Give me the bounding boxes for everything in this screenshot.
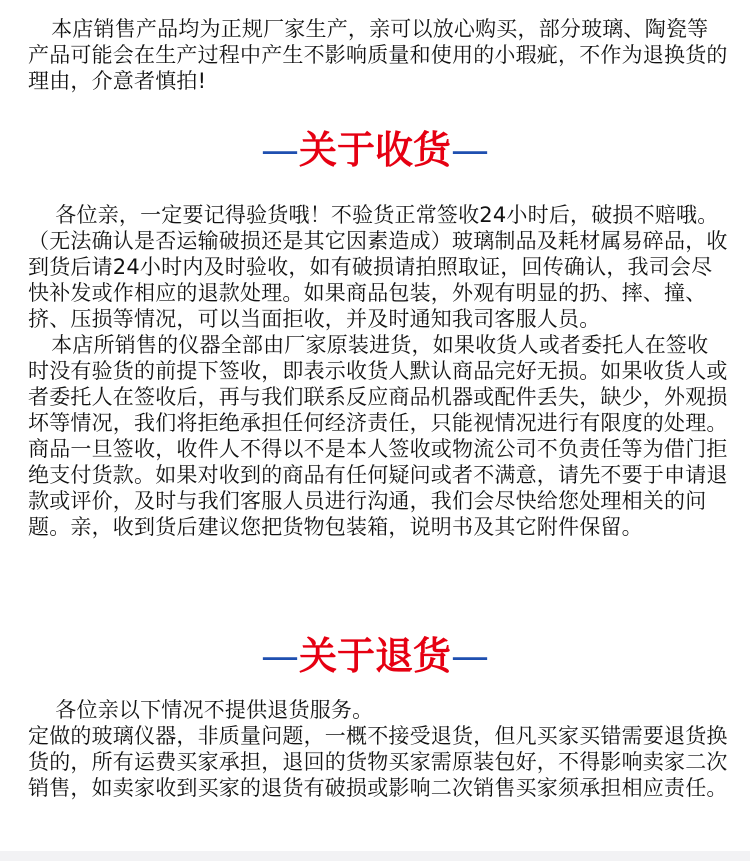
receipt-paragraph-2: 本店所销售的仪器全部由厂家原装进货，如果收货人或者委托人在签收时没有验货的前提下签收，即表示收货人默认商品完好无损。如果收货人或者委托人在签收后，再与我们联系反应商品机器或配件丢失，缺少，外观损坏等情况，我们将拒绝承担任何经济责任，只能视情况进行有限度的处理。商品一旦签收，收件人不得以不是本人签收或物流公司不负责任等为借门拒绝支付货款。如果对收到的商品有任何疑问或者不满意，请先不要于申请退款或评价，及时与我们客服人员进行沟通，我们会尽快给您处理相关的问题。亲，收到货后建议您把货物包装箱，说明书及其它附件保留。	[28, 333, 728, 539]
heading-dash-left: —	[260, 634, 299, 678]
footer-strip	[0, 851, 750, 861]
notice-block	[28, 16, 728, 94]
return-intro: 各位亲以下情况不提供退货服务。	[55, 698, 374, 722]
receipt-heading	[0, 127, 750, 173]
heading-dash-left: —	[260, 128, 299, 172]
receipt-paragraph-1: 各位亲，一定要记得验货哦！不验货正常签收24小时后，破损不赔哦。（无法确认是否运输破损还是其它因素造成）玻璃制品及耗材属易碎品，收到货后请24小时内及时验收，如有破损请拍照取证，回传确认，我司会尽快补发或作相应的退款处理。如果商品包装，外观有明显的扔、摔、撞、挤、压损等情况，可以当面拒收，并及时通知我司客服人员。	[28, 203, 728, 331]
heading-dash-right: —	[451, 634, 489, 678]
return-block	[28, 697, 728, 801]
return-heading-text: 关于退货	[298, 634, 451, 678]
heading-dash-right: —	[451, 128, 489, 172]
return-heading	[0, 633, 750, 679]
return-paragraph: 定做的玻璃仪器，非质量问题，一概不接受退货，但凡买家买错需要退货换货的，所有运费买家承担，退回的货物买家需原装包好，不得影响卖家二次销售，如卖家收到买家的退货有破损或影响二次销售买家须承担相应责任。	[28, 724, 728, 800]
receipt-heading-text: 关于收货	[298, 128, 451, 172]
receipt-block	[28, 202, 728, 540]
notice-text: 本店销售产品均为正规厂家生产，亲可以放心购买，部分玻璃、陶瓷等产品可能会在生产过程中产生不影响质量和使用的小瑕疵，不作为退换货的理由，介意者慎拍!	[28, 17, 728, 93]
